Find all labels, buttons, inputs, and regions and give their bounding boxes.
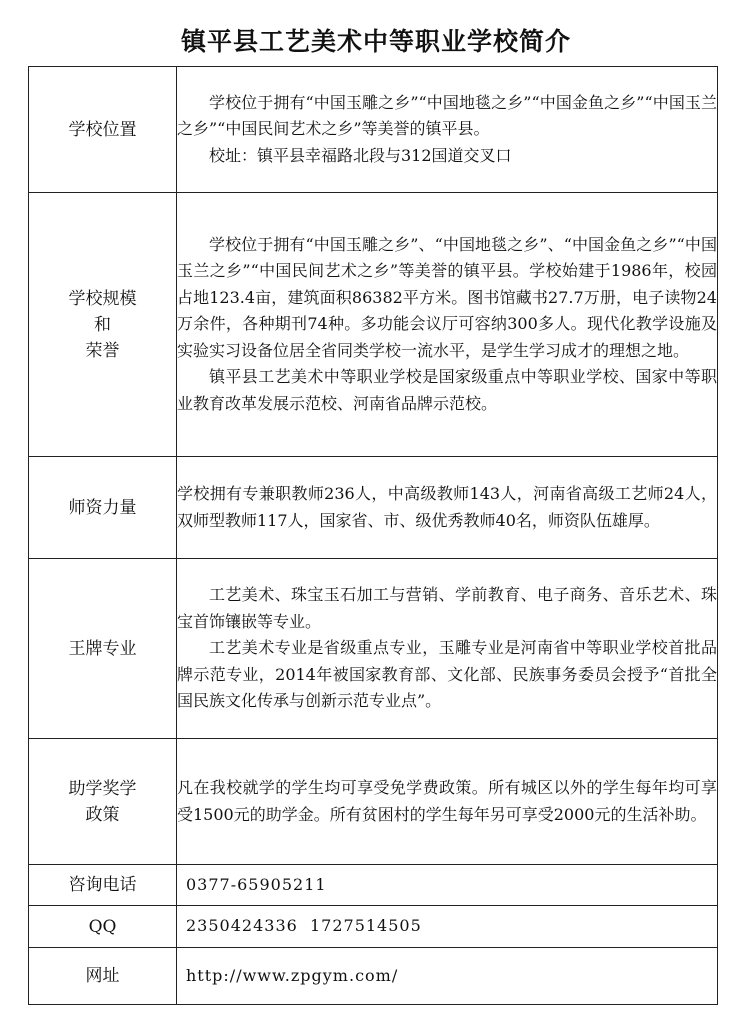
label-line: 荣誉 xyxy=(85,340,120,361)
qq-numbers: 2350424336 1727514505 xyxy=(186,916,422,936)
row-scholarship xyxy=(29,739,718,865)
paragraph: 学校位于拥有“中国玉雕之乡”“中国地毯之乡”“中国金鱼之乡”“中国玉兰之乡”“中国民间艺术之乡”等美誉的镇平县。 xyxy=(177,92,717,139)
content-cell xyxy=(177,865,718,906)
paragraph: 凡在我校就学的学生均可享受免学费政策。所有城区以外的学生每年均可享受1500元的助学金。所有贫困村的学生每年另可享受2000元的生活补助。 xyxy=(177,778,717,824)
label-cell xyxy=(29,739,177,865)
label-cell xyxy=(29,865,177,906)
content-cell xyxy=(177,193,718,457)
label-line: 学校规模 xyxy=(68,288,137,309)
address-paragraph: 校址：镇平县幸福路北段与312国道交叉口 xyxy=(209,145,512,165)
paragraph: 学校位于拥有“中国玉雕之乡”、“中国地毯之乡”、“中国金鱼之乡”“中国玉兰之乡”“中国民间艺术之乡”等美誉的镇平县。学校始建于1986年，校园占地123.4亩，建筑面积86382平方米。图书馆藏书27.7万册，电子读物24万余件，各种期刊74种。多功能会议厅可容纳300多人。现代化教学设施及实验实习设备位居全省同类学校一流水平，是学生学习成才的理想之地。 xyxy=(177,234,717,360)
row-scale-honors xyxy=(29,193,718,457)
row-website xyxy=(29,948,718,1005)
content-cell xyxy=(177,457,718,559)
label-line: 和 xyxy=(94,314,111,335)
content-cell xyxy=(177,559,718,739)
row-location xyxy=(29,67,718,193)
paragraph: 工艺美术、珠宝玉石加工与营销、学前教育、电子商务、音乐艺术、珠宝首饰镶嵌等专业。 xyxy=(177,585,717,631)
content-cell xyxy=(177,739,718,865)
label-line: QQ xyxy=(88,916,117,937)
label-line: 助学奖学 xyxy=(68,778,137,799)
row-phone xyxy=(29,865,718,906)
row-majors xyxy=(29,559,718,739)
label-line: 网址 xyxy=(85,966,120,986)
label-line: 师资力量 xyxy=(68,497,137,518)
paragraph: 工艺美术专业是省级重点专业，玉雕专业是河南省中等职业学校首批品牌示范专业，2014年被国家教育部、文化部、民族事务委员会授予“首批全国民族文化传承与创新示范专业点”。 xyxy=(177,638,717,711)
content-cell xyxy=(177,67,718,193)
phone-number: 0377-65905211 xyxy=(186,874,327,894)
row-qq xyxy=(29,906,718,948)
label-cell xyxy=(29,457,177,559)
label-line: 咨询电话 xyxy=(68,875,137,895)
paragraph: 学校拥有专兼职教师236人，中高级教师143人，河南省高级工艺师24人，双师型教师117人，国家省、市、级优秀教师40名，师资队伍雄厚。 xyxy=(177,484,717,530)
label-line: 王牌专业 xyxy=(68,638,137,659)
label-line: 政策 xyxy=(85,804,120,825)
page-title: 镇平县工艺美术中等职业学校简介 xyxy=(180,27,571,56)
paragraph: 镇平县工艺美术中等职业学校是国家级重点中等职业学校、国家中等职业教育改革发展示范校、河南省品牌示范校。 xyxy=(177,367,717,413)
website-url: http://www.zpgym.com/ xyxy=(186,965,399,985)
label-line: 学校位置 xyxy=(68,119,137,140)
label-cell xyxy=(29,559,177,739)
content-cell xyxy=(177,948,718,1005)
label-cell xyxy=(29,67,177,193)
content-cell xyxy=(177,906,718,948)
row-faculty xyxy=(29,457,718,559)
intro-table xyxy=(28,66,718,1005)
label-cell xyxy=(29,906,177,948)
label-cell xyxy=(29,948,177,1005)
label-cell xyxy=(29,193,177,457)
